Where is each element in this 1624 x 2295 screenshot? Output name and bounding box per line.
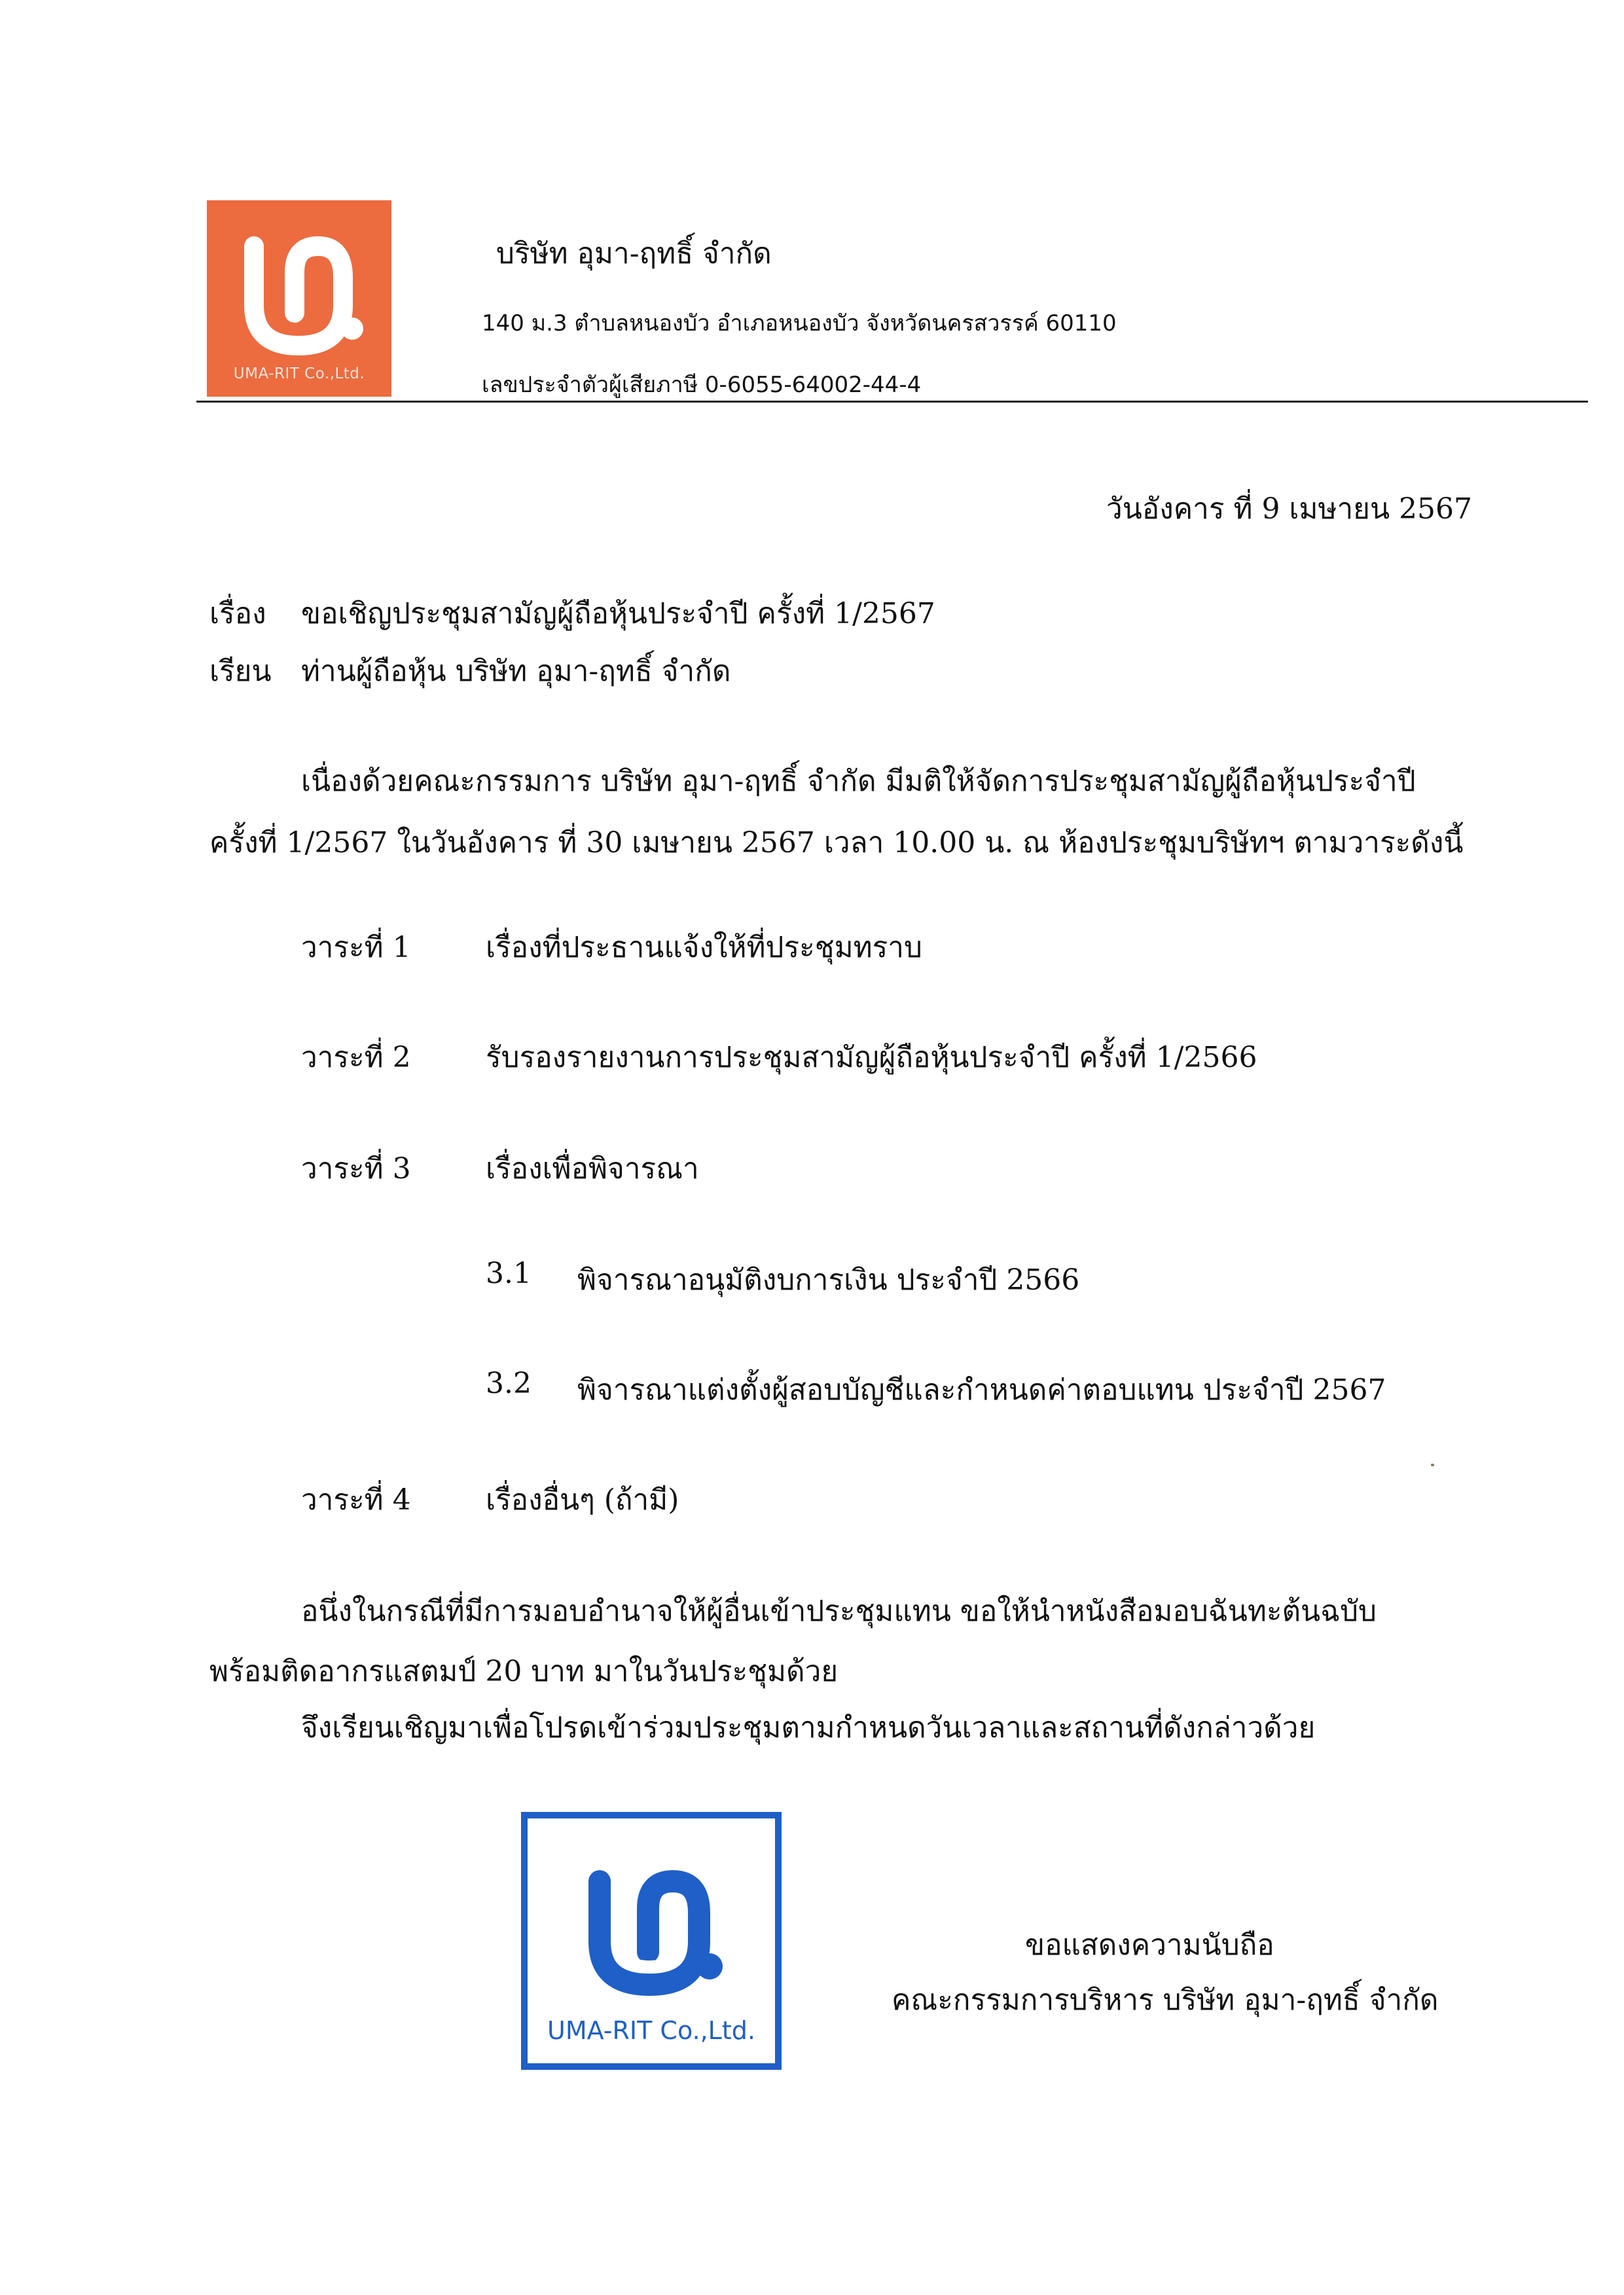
- agenda-item-1-number: วาระที่ 1: [301, 931, 411, 964]
- agenda-sub-item-3-1-text: พิจารณาอนุมัติงบการเงิน ประจำปี 2566: [577, 1263, 1080, 1297]
- company-tax-id: เลขประจำตัวผู้เสียภาษี 0-6055-64002-44-4: [482, 372, 922, 398]
- stamp-caption: UMA-RIT Co.,Ltd.: [547, 2016, 755, 2045]
- agenda-sub-item-3-2-text: พิจารณาแต่งตั้งผู้สอบบัญชีและกำหนดค่าตอบแทน ประจำปี 2567: [577, 1373, 1386, 1407]
- agenda-item-2-number: วาระที่ 2: [301, 1041, 411, 1074]
- invitation-line: จึงเรียนเชิญมาเพื่อโปรดเข้าร่วมประชุมตามกำหนดวันเวลาและสถานที่ดังกล่าวด้วย: [301, 1711, 1316, 1744]
- agenda-sub-item-3-2-number: 3.2: [486, 1367, 532, 1400]
- closing-phrase: ขอแสดงความนับถือ: [1025, 1928, 1274, 1962]
- company-stamp: [521, 1812, 782, 2070]
- agenda-item-4-text: เรื่องอื่นๆ (ถ้ามี): [486, 1483, 679, 1517]
- letter-date: วันอังคาร ที่ 9 เมษายน 2567: [1106, 492, 1473, 526]
- intro-line-1: เนื่องด้วยคณะกรรมการ บริษัท อุมา-ฤทธิ์ จำกัด มีมติให้จัดการประชุมสามัญผู้ถือหุ้นประจำปี: [301, 765, 1416, 798]
- proxy-line-1: อนึ่งในกรณีที่มีการมอบอำนาจให้ผู้อื่นเข้าประชุมแทน ขอให้นำหนังสือมอบฉันทะต้นฉบับ: [301, 1595, 1377, 1628]
- signer-name: คณะกรรมการบริหาร บริษัท อุมา-ฤทธิ์ จำกัด: [892, 1983, 1439, 2017]
- subject-text: ขอเชิญประชุมสามัญผู้ถือหุ้นประจำปี ครั้งที่ 1/2567: [301, 597, 935, 630]
- subject-label: เรื่อง: [209, 597, 266, 630]
- agenda-sub-item-3-1-number: 3.1: [486, 1257, 532, 1290]
- proxy-line-2: พร้อมติดอากรแสตมป์ 20 บาท มาในวันประชุมด้วย: [209, 1655, 839, 1688]
- scan-speck: [1431, 1464, 1434, 1466]
- letterhead-divider: [196, 401, 1588, 403]
- agenda-item-1-text: เรื่องที่ประธานแจ้งให้ที่ประชุมทราบ: [486, 931, 922, 964]
- recipient-label: เรียน: [209, 655, 272, 688]
- company-address: 140 ม.3 ตำบลหนองบัว อำเภอหนองบัว จังหวัดนครสวรรค์ 60110: [482, 310, 1117, 336]
- agenda-item-4-number: วาระที่ 4: [301, 1483, 411, 1517]
- agenda-item-3-text: เรื่องเพื่อพิจารณา: [486, 1152, 699, 1185]
- recipient-text: ท่านผู้ถือหุ้น บริษัท อุมา-ฤทธิ์ จำกัด: [301, 655, 731, 688]
- company-logo: [207, 200, 391, 397]
- logo-caption: UMA-RIT Co.,Ltd.: [233, 365, 365, 382]
- company-name: บริษัท อุมา-ฤทธิ์ จำกัด: [496, 237, 772, 270]
- agenda-item-2-text: รับรองรายงานการประชุมสามัญผู้ถือหุ้นประจำปี ครั้งที่ 1/2566: [486, 1041, 1257, 1074]
- intro-line-2: ครั้งที่ 1/2567 ในวันอังคาร ที่ 30 เมษายน 2567 เวลา 10.00 น. ณ ห้องประชุมบริษัทฯ ตามวาระดังนี้: [209, 826, 1464, 859]
- agenda-item-3-number: วาระที่ 3: [301, 1152, 411, 1185]
